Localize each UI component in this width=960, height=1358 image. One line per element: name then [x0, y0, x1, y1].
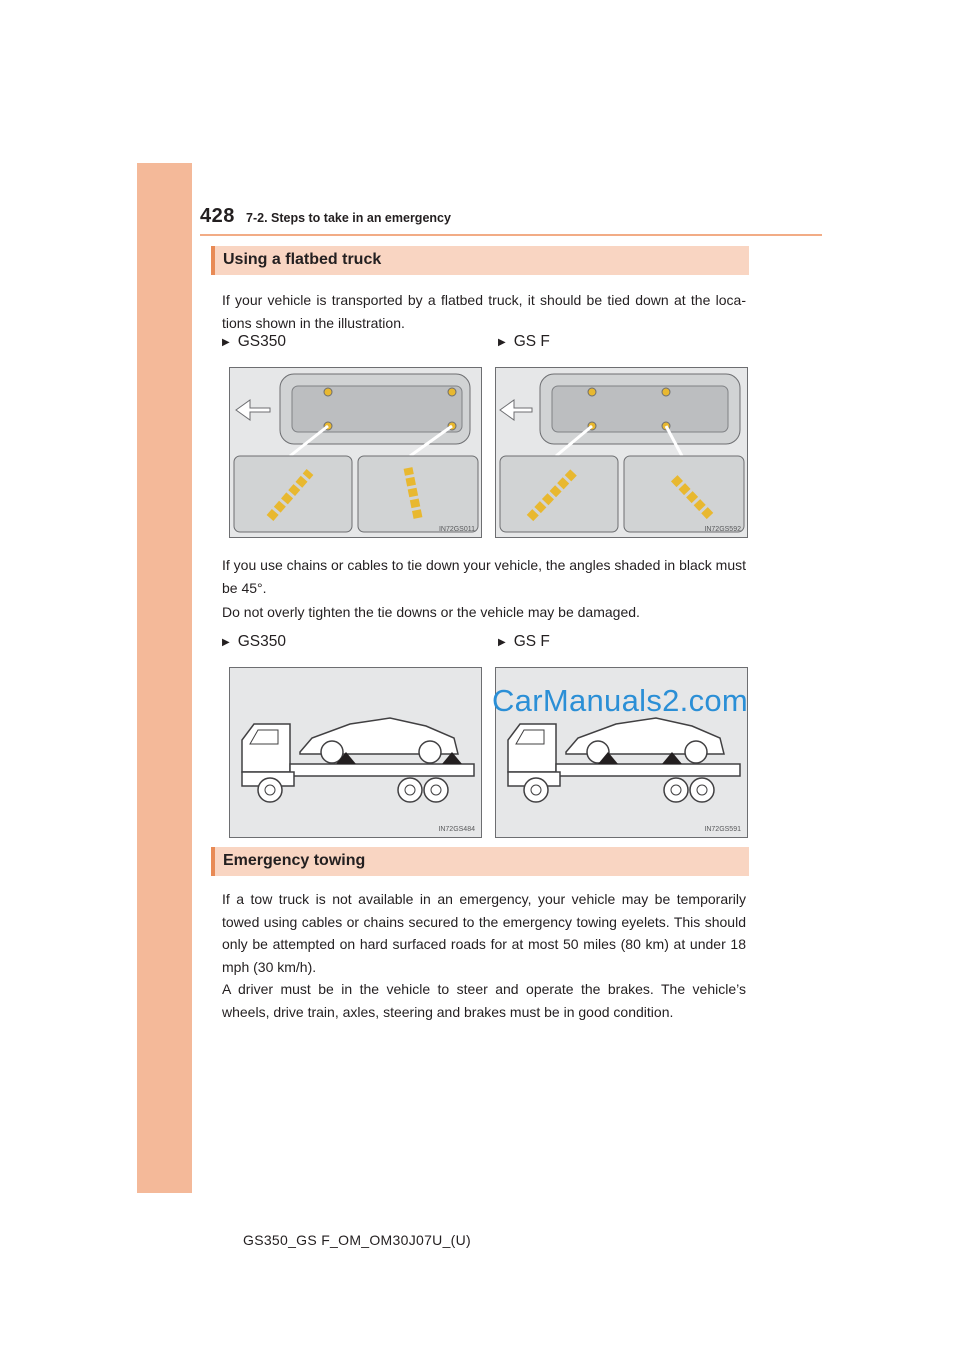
figure-code: IN72GS592 [704, 526, 741, 533]
right-triangle-icon: ▶ [498, 337, 506, 348]
watermark: CarManuals2.com [492, 683, 749, 718]
figure-code: IN72GS484 [438, 826, 475, 833]
flatbed-section-header [211, 246, 749, 275]
right-triangle-icon: ▶ [498, 637, 506, 648]
footer-code: GS350_GS F_OM_OM30J07U_(U) [243, 1232, 471, 1248]
tiedown-drawing [496, 368, 748, 538]
tiedown-illustration-gsf [495, 367, 748, 538]
figure-code: IN72GS011 [438, 526, 475, 533]
right-triangle-icon: ▶ [222, 337, 230, 348]
flatbed-truck-drawing [230, 668, 482, 838]
angle-illustration-gs350 [229, 667, 482, 838]
side-tab-bar [137, 163, 192, 1193]
tighten-note: Do not overly tighten the tie downs or the vehicle may be damaged. [222, 604, 640, 620]
flatbed-intro: If your vehicle is transported by a flatbed truck, it should be tied down at the loca-tions shown in the illustration. [222, 292, 746, 331]
chain-note: If you use chains or cables to tie down your vehicle, the angles shaded in black must be 45°. [222, 557, 746, 596]
section-header-mark [211, 246, 215, 275]
variant-label-gsf: ▶ GS F [498, 633, 550, 650]
section-title: 7-2. Steps to take in an emergency [246, 211, 451, 225]
emergency-heading: Emergency towing [223, 852, 366, 869]
header-rule [200, 234, 822, 236]
tiedown-drawing [230, 368, 482, 538]
right-triangle-icon: ▶ [222, 637, 230, 648]
variant-label-gs350: ▶ GS350 [222, 333, 286, 350]
page-number: 428 [200, 205, 235, 227]
flatbed-heading: Using a flatbed truck [223, 251, 382, 268]
emergency-section-header [211, 847, 749, 876]
figure-code: IN72GS591 [704, 826, 741, 833]
tiedown-illustration-gs350 [229, 367, 482, 538]
section-header-mark [211, 847, 215, 876]
emergency-para-1: If a tow truck is not available in an emergency, your vehicle may be temporarily towed using cables or chains secured to the emergency towing eyelets. This should only be attempted on hard surfaced roads for at most 50 miles (80 km) at under 18 mph (30 km/h). [222, 891, 746, 975]
variant-label-gs350: ▶ GS350 [222, 633, 286, 650]
variant-label-gsf: ▶ GS F [498, 333, 550, 350]
emergency-para-2: A driver must be in the vehicle to steer and operate the brakes. The vehicle’s wheels, drive train, axles, steering and brakes must be in good condition. [222, 981, 746, 1020]
